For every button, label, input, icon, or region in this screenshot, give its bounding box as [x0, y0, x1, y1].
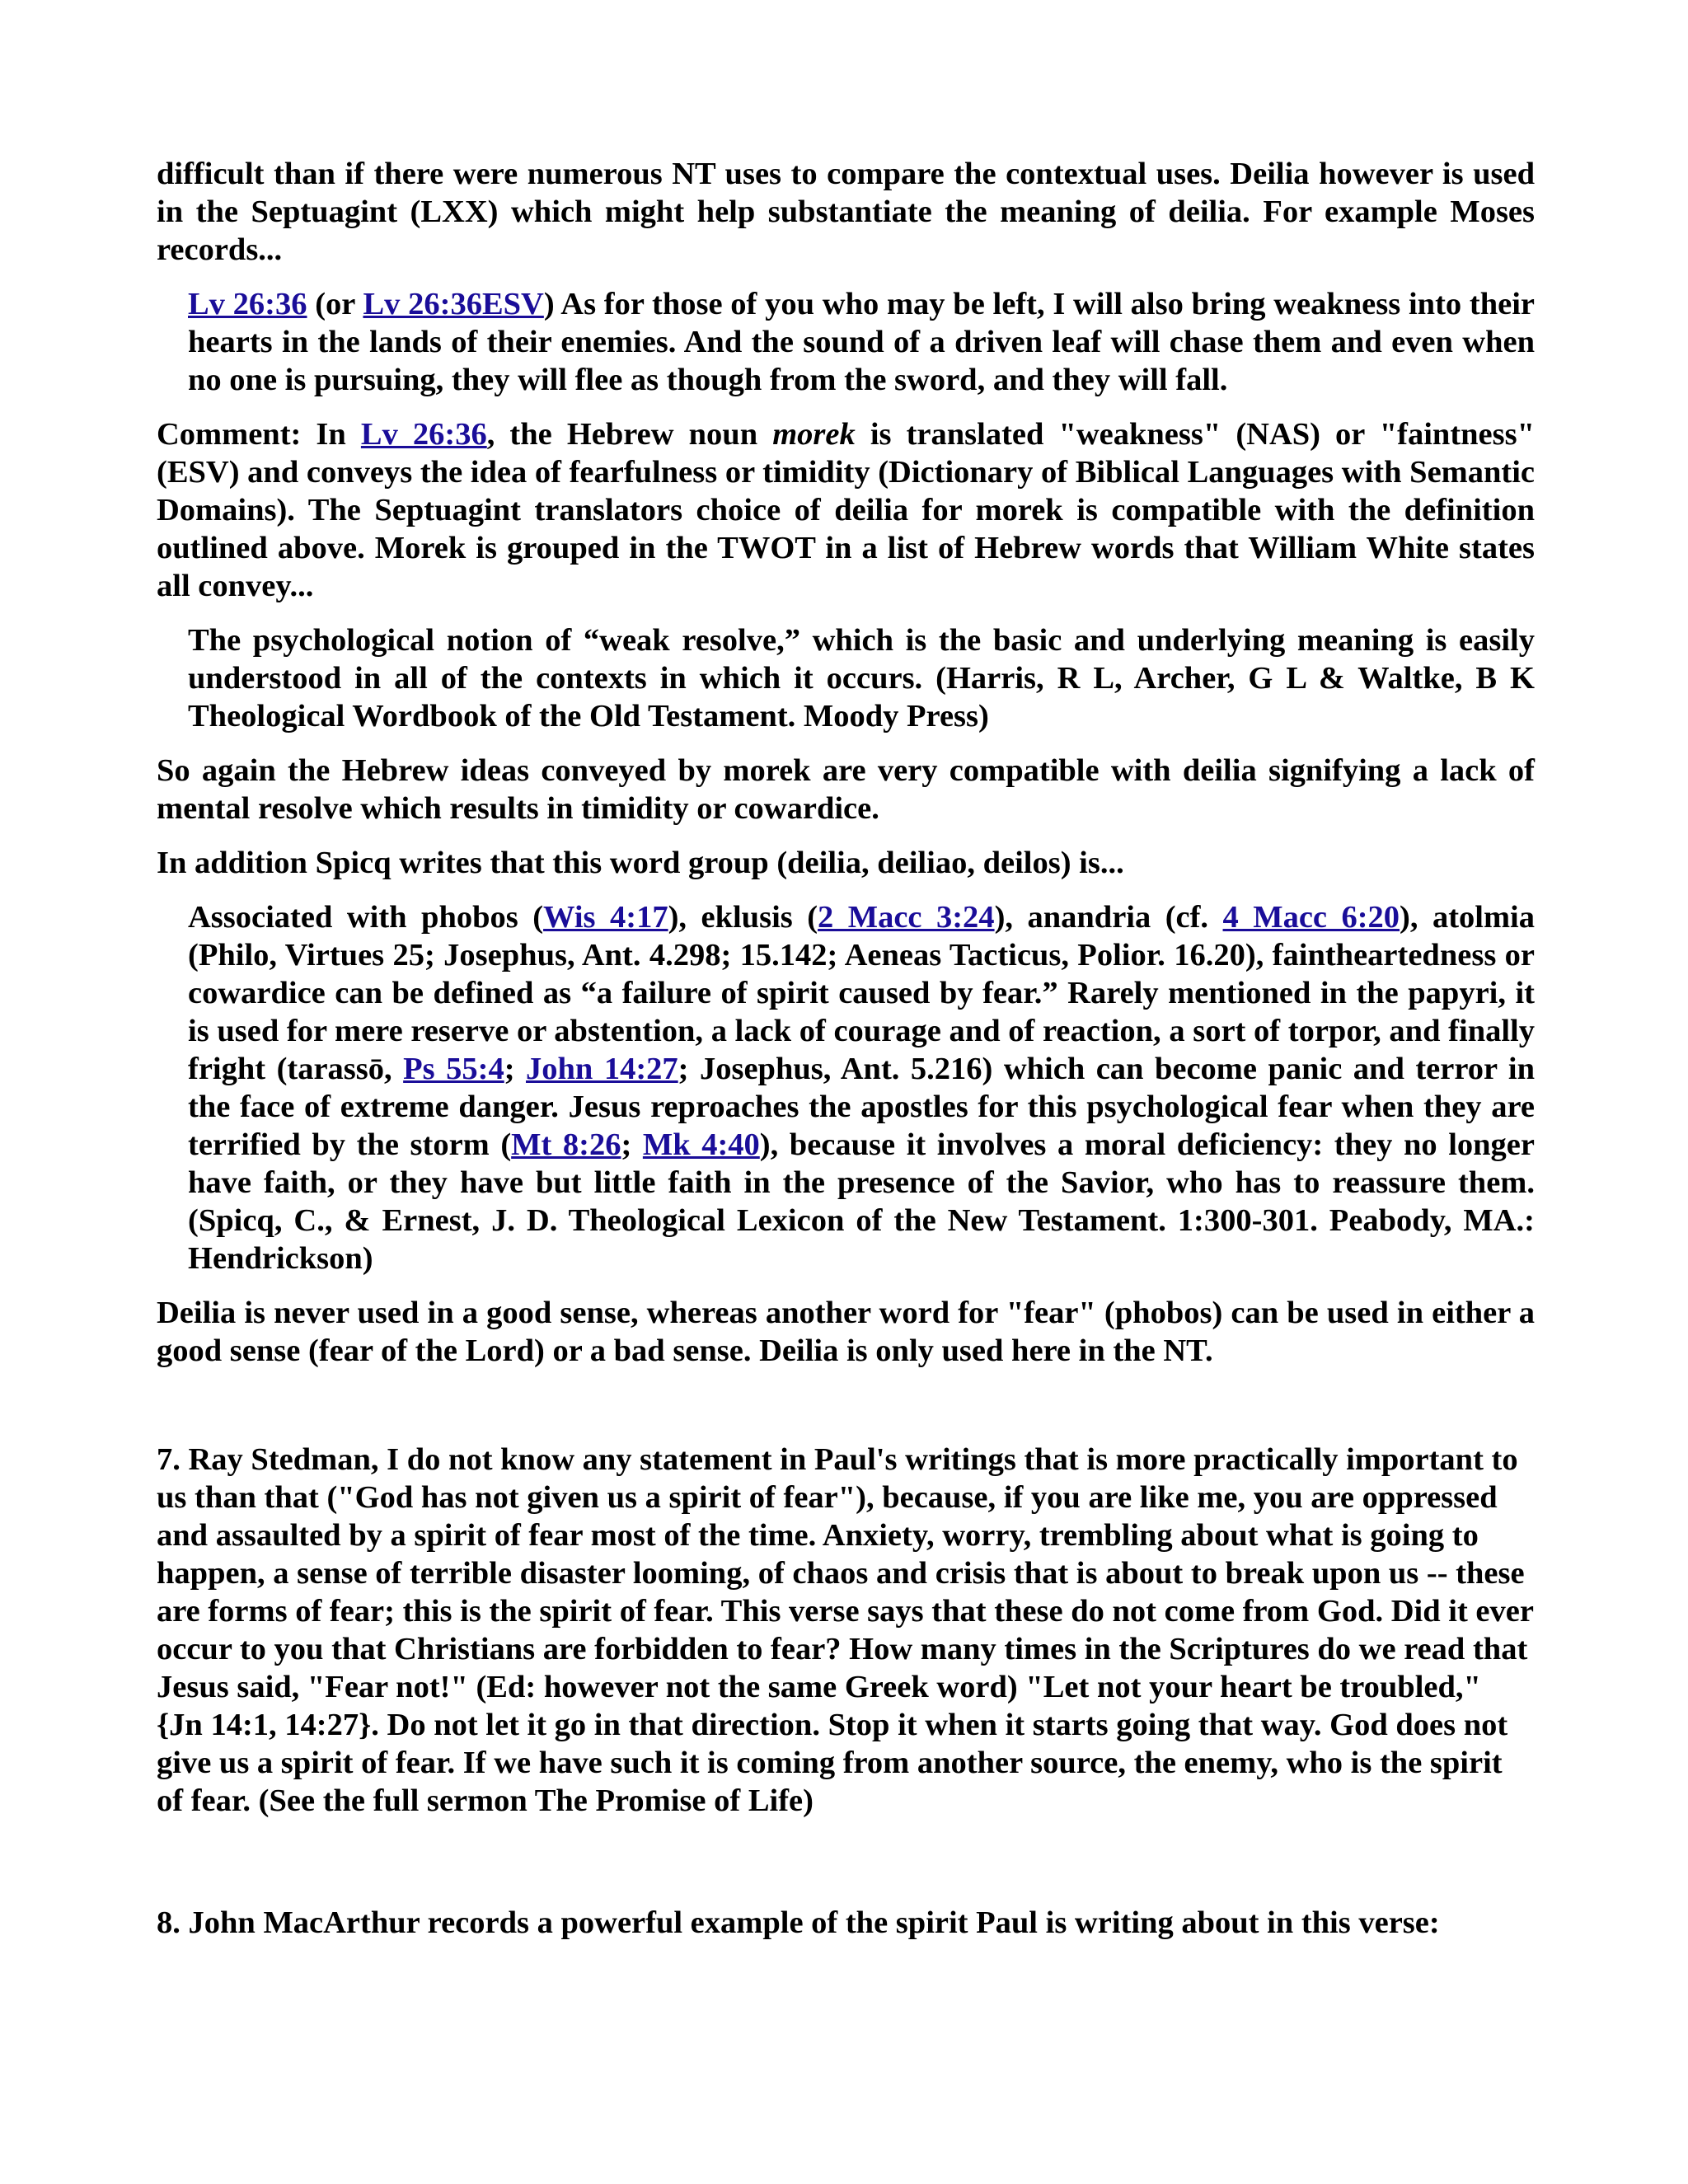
spacer — [157, 1836, 1535, 1904]
paragraph-comment-morek — [157, 415, 1535, 605]
spacer — [157, 1386, 1535, 1441]
text: difficult than if there were numerous NT uses to compare the contextual uses. Deilia however is used in the Septuagint (LXX) which might help substantiate the meaning of deilia. For example Moses records... — [157, 157, 1535, 267]
link-lv-26-36-esv[interactable]: Lv 26:36ESV — [363, 287, 544, 321]
link-mt-8-26[interactable]: Mt 8:26 — [511, 1127, 621, 1162]
text: ), eklusis ( — [668, 900, 818, 935]
text: ), because it involves a moral deficiency: they no longer have faith, or they have but little faith in the presence of the Savior, who has to reassure them. (Spicq, C., & Ernest, J. D. Theological Lexicon of the New Testament. 1:300-301. Peabody, MA.: Hendrickson) — [188, 1127, 1535, 1276]
paragraph-spicq-intro — [157, 844, 1535, 882]
text: So again the Hebrew ideas conveyed by morek are very compatible with deilia signifying a lack of mental resolve which results in timidity or cowardice. — [157, 753, 1535, 826]
link-lv-26-36[interactable]: Lv 26:36 — [360, 417, 487, 452]
text: ), atolmia (Philo, Virtues 25; Josephus, Ant. 4.298; 15.142; Aeneas Tacticus, Polior. 16.20), faintheartedness or cowardice can be defined as “a failure of spirit caused by fear.” Rarely mentioned in the papyri, it is used for mere reserve or abstention, a lack of courage and of reaction, a sort of torpor, and finally fright (tarassō, — [188, 900, 1535, 1086]
quote-spicq — [188, 898, 1535, 1277]
paragraph-deilia-sense — [157, 1294, 1535, 1370]
text: ), anandria (cf. — [994, 900, 1223, 935]
link-mk-4-40[interactable]: Mk 4:40 — [642, 1127, 760, 1162]
text: , the Hebrew noun — [486, 417, 773, 452]
link-wis-4-17[interactable]: Wis 4:17 — [543, 900, 668, 935]
text: Associated with phobos ( — [188, 900, 544, 935]
document-page — [157, 155, 1535, 1958]
link-2-macc-3-24[interactable]: 2 Macc 3:24 — [818, 900, 995, 935]
paragraph-hebrew-ideas — [157, 752, 1535, 827]
link-4-macc-6-20[interactable]: 4 Macc 6:20 — [1222, 900, 1400, 935]
paragraph-deilia-lxx — [157, 155, 1535, 269]
text: ; — [504, 1052, 527, 1086]
text: 8. John MacArthur records a powerful example of the spirit Paul is writing about in this verse: — [157, 1905, 1440, 1940]
text: 7. Ray Stedman, I do not know any statement in Paul's writings that is more practically important to us than that ("God has not given us a spirit of fear"), because, if you are like me, you are oppressed and assaulted by a spirit of fear most of the time. Anxiety, worry, trembling about what is going to happen, a sense of terrible disaster looming, of chaos and crisis that is about to break upon us -- these are forms of fear; this is the spirit of fear. This verse says that these do not come from God. Did it ever occur to you that Christians are forbidden to fear? How many times in the Scriptures do we read that Jesus said, "Fear not!" (Ed: however not the same Greek word) "Let not your heart be troubled," {Jn 14:1, 14:27}. Do not let it go in that direction. Stop it when it starts going that way. God does not give us a spirit of fear. If we have such it is coming from another source, the enemy, who is the spirit of fear. (See the full sermon The Promise of Life) — [157, 1442, 1534, 1818]
text: is translated "weakness" (NAS) or "faintness" (ESV) and conveys the idea of fearfulness or timidity (Dictionary of Biblical Languages with Semantic Domains). The Septuagint translators choice of deilia for morek is compatible with the definition outlined above. Morek is grouped in the TWOT in a list of Hebrew words that William White states all convey... — [157, 417, 1535, 603]
emphasis-morek: morek — [772, 417, 856, 452]
text: Deilia is never used in a good sense, whereas another word for "fear" (phobos) can be used in either a good sense (fear of the Lord) or a bad sense. Deilia is only used here in the NT. — [157, 1296, 1535, 1368]
quote-twot — [188, 621, 1535, 735]
text: The psychological notion of “weak resolve,” which is the basic and underlying meaning is easily understood in all of the contexts in which it occurs. (Harris, R L, Archer, G L & Waltke, B K Theological Wordbook of the Old Testament. Moody Press) — [188, 623, 1535, 733]
link-lv-26-36[interactable]: Lv 26:36 — [188, 287, 307, 321]
paragraph-ray-stedman — [157, 1441, 1535, 1820]
paragraph-john-macarthur — [157, 1904, 1535, 1942]
text: (or — [307, 287, 363, 321]
text: ) As for those of you who may be left, I will also bring weakness into their hearts in the lands of their enemies. And the sound of a driven leaf will chase them and even when no one is pursuing, they will flee as though from the sword, and they will fall. — [188, 287, 1535, 397]
link-ps-55-4[interactable]: Ps 55:4 — [403, 1052, 504, 1086]
text: ; — [621, 1127, 643, 1162]
text: In addition Spicq writes that this word group (deilia, deiliao, deilos) is... — [157, 846, 1124, 880]
link-john-14-27[interactable]: John 14:27 — [526, 1052, 678, 1086]
text: Comment: In — [157, 417, 361, 452]
text: ; Josephus, Ant. 5.216) which can become panic and terror in the face of extreme danger. Jesus reproaches the apostles for this psychological fear when they are terrified by the storm ( — [188, 1052, 1535, 1162]
quote-leviticus — [188, 285, 1535, 399]
